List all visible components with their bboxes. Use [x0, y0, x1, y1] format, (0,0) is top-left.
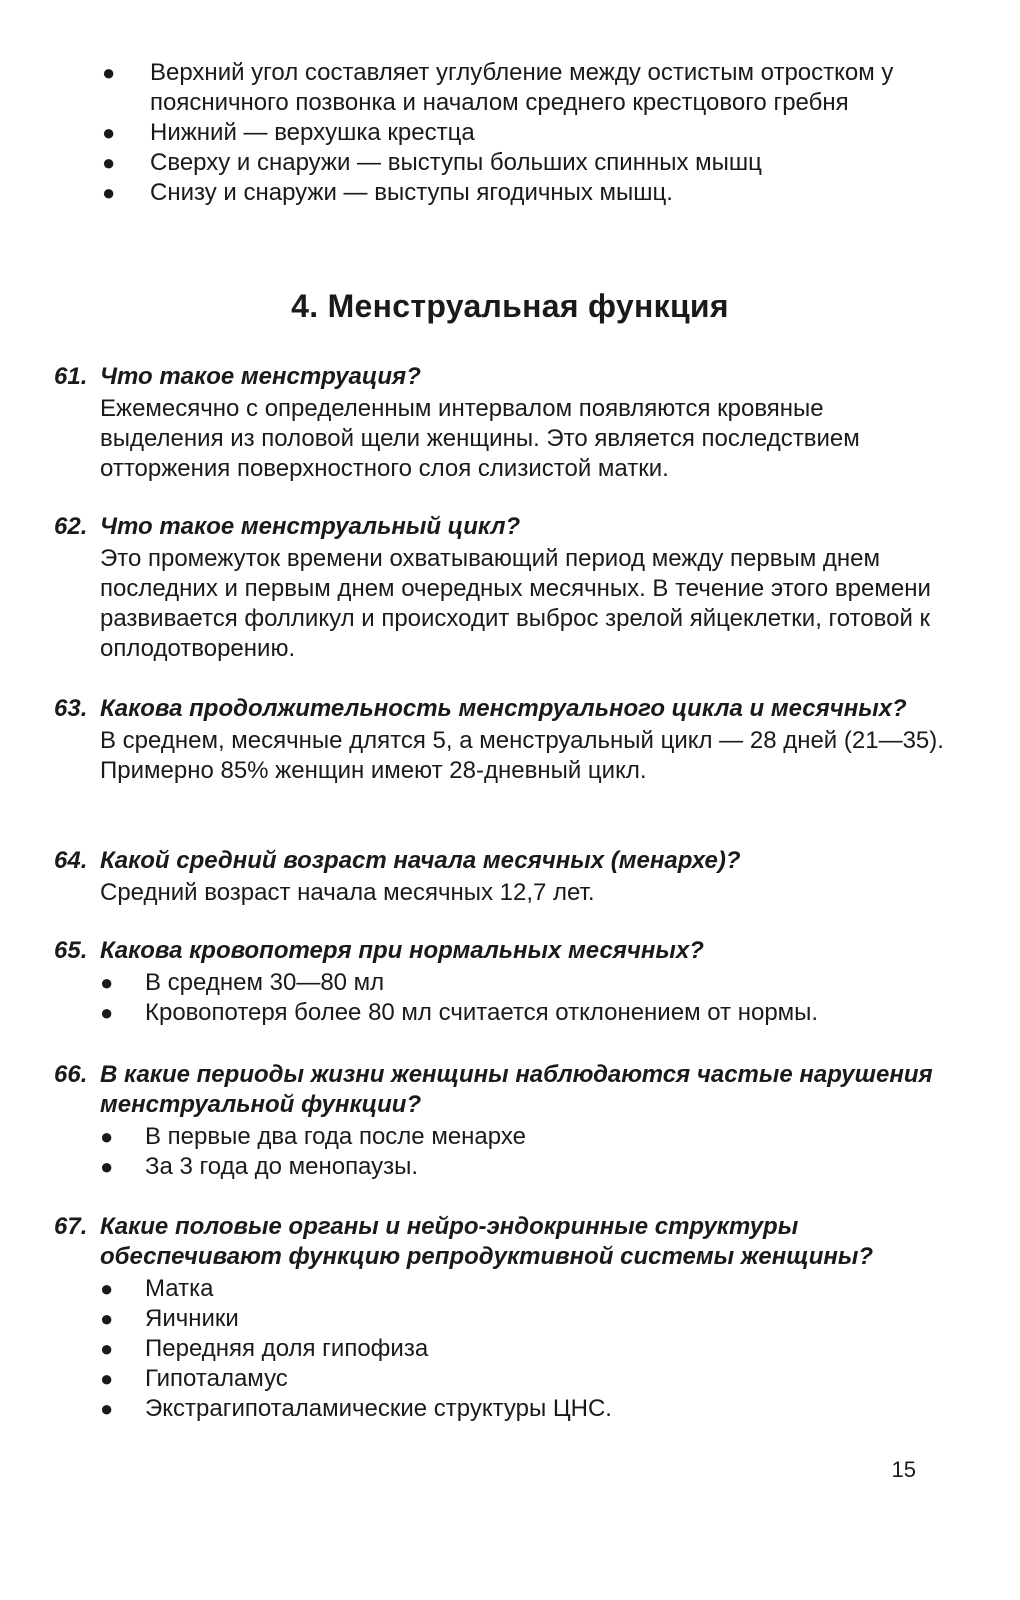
- list-item: [100, 1304, 944, 1334]
- bullet-icon: ●: [100, 1366, 114, 1391]
- bullet-icon: ●: [102, 120, 116, 145]
- bullet-icon: ●: [100, 970, 114, 995]
- question-number: 62.: [54, 513, 88, 540]
- list-item: [100, 178, 940, 208]
- answer: Средний возраст начала месячных 12,7 лет.: [100, 879, 595, 906]
- list-item: [100, 1394, 944, 1424]
- list-item-text: В среднем 30—80 мл: [145, 969, 385, 996]
- list-item-text: Матка: [145, 1275, 214, 1302]
- question: [54, 512, 944, 542]
- list-item: [100, 1274, 944, 1304]
- bullet-icon: ●: [100, 1000, 114, 1025]
- qa-block-65: [54, 936, 944, 1028]
- list-item: [100, 118, 940, 148]
- answer: Это промежуток времени охватывающий период между первым днем последних и первым днем очередных месячных. В течение этого времени развивается фолликул и происходит выброс зрелой яйцеклетки, готовой к оплодотворению.: [100, 545, 931, 662]
- bullet-icon: ●: [100, 1306, 114, 1331]
- bullet-icon: ●: [100, 1154, 114, 1179]
- list-item: [100, 1152, 944, 1182]
- qa-block-62: [54, 512, 944, 664]
- page-number: 15: [891, 1457, 916, 1482]
- question: [54, 936, 944, 966]
- list-item-text: Верхний угол составляет углубление между остистым отростком у поясничного позвонка и началом среднего крестцового гребня: [150, 59, 894, 116]
- question-text: Что такое менструальный цикл?: [100, 513, 521, 540]
- question-number: 64.: [54, 847, 88, 874]
- question-text: Какова продолжительность менструального цикла и месячных?: [100, 695, 907, 722]
- bullet-icon: ●: [100, 1396, 114, 1421]
- list-item: [100, 1334, 944, 1364]
- list-item-text: Яичники: [145, 1305, 239, 1332]
- answer-bullet-list: [100, 1274, 944, 1424]
- bullet-icon: ●: [100, 1276, 114, 1301]
- list-item: [100, 1122, 944, 1152]
- list-item-text: Сверху и снаружи — выступы больших спинных мышц: [150, 149, 762, 176]
- question-text: Какой средний возраст начала месячных (менархе)?: [100, 847, 741, 874]
- question-number: 65.: [54, 937, 88, 964]
- answer-bullet-list: [100, 968, 944, 1028]
- question: [54, 1060, 944, 1120]
- bullet-icon: ●: [102, 60, 116, 85]
- question-number: 67.: [54, 1213, 88, 1240]
- answer: Ежемесячно с определенным интервалом появляются кровяные выделения из половой щели женщины. Это является последствием отторжения поверхностного слоя слизистой матки.: [100, 395, 860, 482]
- list-item-text: Гипоталамус: [145, 1365, 288, 1392]
- list-item-text: Кровопотеря более 80 мл считается отклонением от нормы.: [145, 999, 819, 1026]
- answer-bullet-list: [100, 1122, 944, 1182]
- list-item: [100, 58, 940, 118]
- qa-block-64: [54, 846, 944, 908]
- list-item-text: Нижний — верхушка крестца: [150, 119, 475, 146]
- section-title: 4. Менструальная функция: [291, 288, 729, 324]
- question: [54, 694, 944, 724]
- answer: В среднем, месячные длятся 5, а менструальный цикл — 28 дней (21—35). Примерно 85% женщин имеют 28-дневный цикл.: [100, 727, 944, 784]
- bullet-icon: ●: [102, 150, 116, 175]
- bullet-icon: ●: [100, 1124, 114, 1149]
- question-text: Что такое менструация?: [100, 363, 421, 390]
- list-item-text: В первые два года после менархе: [145, 1123, 526, 1150]
- question-number: 66.: [54, 1061, 88, 1088]
- question-number: 61.: [54, 363, 88, 390]
- list-item: [100, 998, 944, 1028]
- bullet-icon: ●: [102, 180, 116, 205]
- question-number: 63.: [54, 695, 88, 722]
- qa-block-66: [54, 1060, 944, 1182]
- list-item-text: Снизу и снаружи — выступы ягодичных мышц.: [150, 179, 673, 206]
- question: [54, 1212, 944, 1272]
- qa-block-63: [54, 694, 944, 786]
- qa-block-61: [54, 362, 944, 484]
- list-item-text: За 3 года до менопаузы.: [145, 1153, 419, 1180]
- question-text: Какова кровопотеря при нормальных месячных?: [100, 937, 704, 964]
- question-text: В какие периоды жизни женщины наблюдаются частые нарушения менструальной функции?: [100, 1061, 933, 1118]
- qa-block-67: [54, 1212, 944, 1424]
- list-item-text: Передняя доля гипофиза: [145, 1335, 429, 1362]
- list-item: [100, 148, 940, 178]
- list-item: [100, 968, 944, 998]
- top-bullet-list: [100, 58, 940, 208]
- question-text: Какие половые органы и нейро-эндокринные структуры обеспечивают функцию репродуктивной системы женщины?: [100, 1213, 874, 1270]
- question: [54, 846, 944, 876]
- list-item: [100, 1364, 944, 1394]
- bullet-icon: ●: [100, 1336, 114, 1361]
- list-item-text: Экстрагипоталамические структуры ЦНС.: [145, 1395, 612, 1422]
- question: [54, 362, 944, 392]
